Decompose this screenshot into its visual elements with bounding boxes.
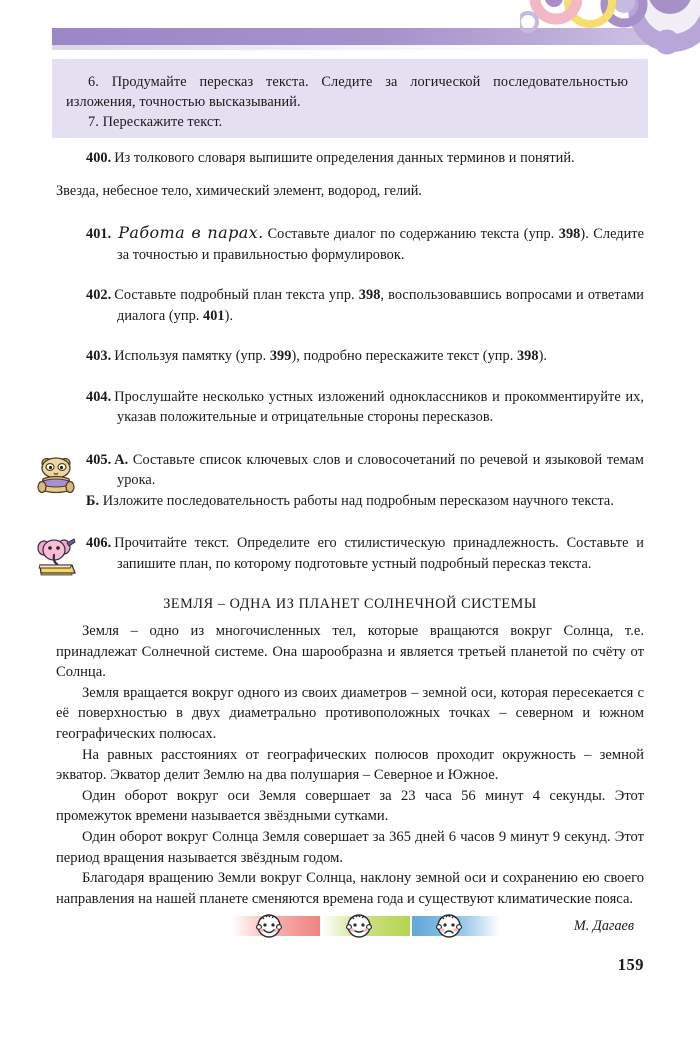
exercise-401	[0, 223, 700, 265]
exercise-402-body-a: Составьте подробный план текста упр.	[114, 287, 359, 303]
mood-happy[interactable]	[232, 916, 320, 936]
mood-sad[interactable]	[412, 916, 500, 936]
vocabulary-terms-line: Звезда, небесное тело, химический элемент, водород, гелий.	[56, 182, 422, 199]
article-title: ЗЕМЛЯ – ОДНА ИЗ ПЛАНЕТ СОЛНЕЧНОЙ СИСТЕМЫ	[163, 596, 537, 612]
article-section	[0, 596, 700, 935]
exercise-406	[0, 533, 700, 574]
exercise-402	[0, 285, 700, 326]
exercise-401-body-a: Составьте диалог по содержанию текста	[267, 226, 520, 242]
article-paragraph-4: Один оборот вокруг оси Земля совершает за 23 часа 56 минут 4 секунды. Этот промежуток времени называется звёздными сутками.	[56, 787, 644, 825]
exercise-404	[0, 387, 700, 428]
elephant-on-book-icon	[34, 535, 78, 579]
exercise-401-script-label: Работа в парах.	[118, 223, 264, 242]
mood-rating-row	[0, 916, 700, 940]
happy-face-icon	[254, 911, 284, 941]
exercise-406-body: Прочитайте текст. Определите его стилистическую принадлежность. Составьте и запишите план, по которому подготовьте устный подробный пересказ текста.	[114, 535, 644, 572]
callout-item-7: 7. Перескажите текст.	[88, 114, 223, 130]
exercise-402-number: 402.	[86, 287, 112, 303]
article-paragraph-2: Земля вращается вокруг одного из своих диаметров – земной оси, которая пересекается с её поверхностью в двух диаметрально противоположных точках – северном и южном географических полюсах.	[56, 684, 644, 742]
exercise-405-body-a: Составьте список ключевых слов и словосочетаний по речевой и языковой темам урока.	[117, 451, 645, 488]
exercise-406-text	[86, 533, 644, 574]
exercise-403-body-a: Используя памятку (упр.	[114, 348, 270, 364]
exercise-400-text	[86, 148, 644, 169]
exercise-402-ref-2: 401	[203, 307, 225, 324]
exercise-405-part-a	[86, 450, 644, 491]
bear-with-book-icon	[34, 452, 78, 496]
exercise-402-body-c: ).	[224, 307, 234, 324]
exercise-403-body-b: ), подробно перескажите текст (упр.	[291, 348, 517, 364]
exercise-405-label-a: А.	[114, 451, 129, 468]
exercise-403-ref-1: 399	[269, 348, 292, 364]
article-paragraph-5: Один оборот вокруг Солнца Земля совершает за 365 дней 6 часов 9 минут 9 секунд. Этот период вращения называется звёздным годом.	[56, 828, 644, 866]
exercise-list	[0, 148, 700, 935]
exercise-403	[0, 346, 700, 367]
sad-face-icon	[434, 911, 464, 941]
exercise-405-label-b: Б.	[86, 492, 100, 509]
exercise-400-body: Из толкового словаря выпишите определения данных терминов и понятий.	[114, 150, 575, 166]
callout-item-6: 6. Продумайте пересказ текста. Следите за логической последовательностью изложения, точностью высказываний.	[66, 74, 628, 110]
exercise-402-ref-1: 398	[358, 287, 381, 303]
article-paragraph-3: На равных расстояниях от географических полюсов проходит окружность – земной экватор. Экватор делит Землю на два полушария – Северное и Южное.	[56, 746, 644, 784]
exercise-404-text	[86, 387, 644, 428]
exercise-402-body-b: , воспользовавшись вопросами и ответами диалога (упр.	[117, 287, 644, 324]
exercise-401-body-b: (упр.	[523, 226, 559, 242]
exercise-405-part-b	[86, 491, 644, 512]
page-number: 159	[617, 955, 644, 974]
exercise-406-number: 406.	[86, 535, 112, 551]
exercise-400-number: 400.	[86, 150, 112, 166]
exercise-401-ref-1: 398	[558, 226, 581, 242]
exercise-403-text	[86, 346, 644, 367]
exercise-402-text	[86, 285, 644, 326]
exercise-403-number: 403.	[86, 348, 112, 364]
exercise-403-ref-2: 398	[516, 348, 539, 364]
highlighted-instruction-box	[52, 59, 648, 138]
exercise-401-body-c: ). Следите за точностью и правильностью формулировок.	[117, 226, 644, 263]
exercise-405-number: 405.	[86, 451, 112, 468]
article-author: М. Дагаев	[573, 918, 634, 935]
exercise-405-body-b: Изложите последовательность работы над подробным пересказом научного текста.	[102, 492, 614, 509]
exercise-404-body: Прослушайте несколько устных изложений одноклассников и прокомментируйте их, указав положительные и отрицательные стороны пересказов.	[114, 388, 644, 425]
exercise-403-body-c: ).	[538, 348, 548, 364]
exercise-401-number: 401.	[86, 226, 112, 242]
article-paragraph-6: Благодаря вращению Земли вокруг Солнца, наклону земной оси и сохранению ею своего направления на нашей планете сменяются времена года и существуют климатические пояса.	[56, 870, 644, 907]
mood-neutral[interactable]	[322, 916, 410, 936]
exercise-400	[0, 148, 700, 169]
article-paragraph-1: Земля – одно из многочисленных тел, которые вращаются вокруг Солнца, т.е. принадлежат Солнечной системе. Она шарообразна и является третьей планетой по счёту от Солнца.	[56, 623, 644, 681]
exercise-405	[0, 450, 700, 512]
neutral-face-icon	[344, 911, 374, 941]
exercise-404-number: 404.	[86, 388, 112, 405]
exercise-401-text	[86, 223, 644, 265]
